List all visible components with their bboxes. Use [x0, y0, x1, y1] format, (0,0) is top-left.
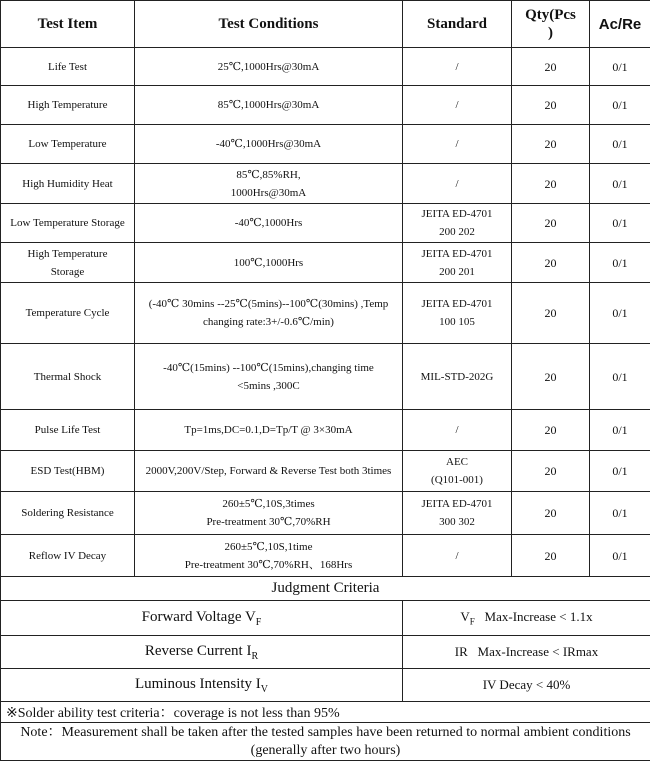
acre-cell: 0/1 — [590, 451, 650, 492]
judgment-criteria-luminous-intensity: IV Decay < 40% — [403, 669, 650, 702]
note-row — [1, 723, 650, 761]
test-item-cell-line: High Temperature — [27, 99, 108, 111]
acre-cell: 0/1 — [590, 243, 650, 283]
standard-cell-line: 200 201 — [439, 265, 475, 278]
test-row — [1, 410, 650, 451]
acre-cell: 0/1 — [590, 48, 650, 86]
judgment-row — [1, 669, 650, 702]
test-item-cell — [1, 164, 135, 204]
standard-cell — [403, 204, 512, 243]
acre-cell: 0/1 — [590, 283, 650, 344]
test-row — [1, 344, 650, 410]
qty-cell: 20 — [512, 344, 590, 410]
test-item-cell-line: Low Temperature — [28, 138, 107, 150]
standard-cell — [403, 344, 512, 410]
test-item-cell-line: Storage — [50, 265, 85, 278]
test-item-cell — [1, 535, 135, 577]
standard-cell-line: JEITA ED-4701 — [421, 247, 493, 260]
standard-cell-line: / — [455, 177, 459, 190]
standard-cell-line: 300 302 — [439, 516, 475, 528]
header-acre: Ac/Re — [590, 1, 650, 48]
standard-cell-line: (Q101-001) — [431, 474, 483, 486]
test-item-cell — [1, 492, 135, 535]
test-item-cell — [1, 283, 135, 344]
test-item-cell-line: Temperature Cycle — [25, 307, 110, 319]
qty-cell: 20 — [512, 410, 590, 451]
test-item-cell — [1, 204, 135, 243]
standard-cell — [403, 48, 512, 86]
standard-cell-line: / — [455, 549, 459, 562]
header-standard: Standard — [403, 1, 512, 48]
acre-cell: 0/1 — [590, 125, 650, 164]
test-conditions-cell — [135, 410, 403, 451]
header-qty-line1: Qty(Pcs — [525, 7, 576, 23]
standard-cell — [403, 492, 512, 535]
judgment-title: Judgment Criteria — [1, 577, 650, 601]
header-qty — [512, 1, 590, 48]
test-item-cell — [1, 451, 135, 492]
qty-cell: 20 — [512, 204, 590, 243]
test-row — [1, 283, 650, 344]
test-item-cell-line: Soldering Resistance — [21, 507, 114, 519]
test-conditions-cell-line: 260±5℃,10S,1time — [224, 540, 313, 553]
test-conditions-cell — [135, 204, 403, 243]
header-test-conditions: Test Conditions — [135, 1, 403, 48]
judgment-criteria-forward-voltage: $V_F$ Max-Increase < 1.1x — [403, 601, 650, 636]
test-conditions-cell-line: -40℃(15mins) --100℃(15mins),changing time — [163, 361, 374, 374]
test-conditions-cell-line: (-40℃ 30mins --25℃(5mins)--100℃(30mins) ,Temp — [148, 298, 389, 310]
standard-cell-line: 200 202 — [439, 226, 475, 238]
acre-cell: 0/1 — [590, 492, 650, 535]
test-conditions-cell — [135, 243, 403, 283]
standard-cell-line: AEC — [446, 456, 468, 468]
test-conditions-cell — [135, 344, 403, 410]
qty-cell: 20 — [512, 535, 590, 577]
standard-cell — [403, 283, 512, 344]
qty-cell: 20 — [512, 492, 590, 535]
test-row — [1, 164, 650, 204]
standard-cell-line: JEITA ED-4701 — [421, 298, 493, 310]
test-item-cell-line: Pulse Life Test — [34, 424, 101, 436]
test-item-cell-line: ESD Test(HBM) — [30, 465, 105, 477]
qty-cell: 20 — [512, 86, 590, 125]
test-row — [1, 125, 650, 164]
judgment-row — [1, 636, 650, 669]
test-conditions-cell-line: 85℃,85%RH, — [236, 168, 301, 181]
standard-cell — [403, 451, 512, 492]
test-item-cell-line: High Humidity Heat — [22, 177, 113, 190]
test-row — [1, 451, 650, 492]
test-row — [1, 492, 650, 535]
qty-cell: 20 — [512, 164, 590, 204]
test-row — [1, 48, 650, 86]
test-conditions-cell-line: 260±5℃,10S,3times — [222, 498, 315, 510]
qty-cell: 20 — [512, 283, 590, 344]
test-item-cell-line: Life Test — [47, 60, 88, 73]
test-item-cell — [1, 243, 135, 283]
test-row — [1, 86, 650, 125]
standard-cell-line: / — [455, 424, 459, 436]
test-conditions-cell — [135, 86, 403, 125]
standard-cell-line: / — [455, 99, 459, 111]
test-conditions-cell-line: 85℃,1000Hrs@30mA — [217, 99, 320, 111]
test-conditions-cell — [135, 283, 403, 344]
test-conditions-cell-line: Tp=1ms,DC=0.1,D=Tp/T @ 3×30mA — [184, 424, 353, 436]
test-item-cell — [1, 48, 135, 86]
judgment-title-row — [1, 577, 650, 601]
acre-cell: 0/1 — [590, 410, 650, 451]
test-conditions-cell — [135, 492, 403, 535]
test-item-cell-line: Reflow IV Decay — [28, 549, 107, 562]
standard-cell — [403, 535, 512, 577]
acre-cell: 0/1 — [590, 535, 650, 577]
standard-cell — [403, 410, 512, 451]
test-row — [1, 243, 650, 283]
test-conditions-cell — [135, 164, 403, 204]
test-conditions-cell — [135, 48, 403, 86]
acre-cell: 0/1 — [590, 204, 650, 243]
standard-cell-line: JEITA ED-4701 — [421, 208, 493, 220]
judgment-param-reverse-current: Reverse Current $I_R$ — [1, 636, 403, 669]
standard-cell-line: JEITA ED-4701 — [421, 498, 493, 510]
test-item-cell — [1, 410, 135, 451]
footnote-text: ※Solder ability test criteria：coverage is not less than 95% — [1, 702, 650, 723]
standard-cell — [403, 86, 512, 125]
test-conditions-cell-line: Pre-treatment 30℃,70%RH — [206, 516, 331, 528]
test-conditions-cell — [135, 535, 403, 577]
acre-cell: 0/1 — [590, 164, 650, 204]
test-conditions-cell-line: 25℃,1000Hrs@30mA — [217, 60, 320, 73]
standard-cell — [403, 243, 512, 283]
standard-cell — [403, 164, 512, 204]
header-row — [1, 1, 650, 48]
test-conditions-cell-line: 1000Hrs@30mA — [230, 186, 307, 199]
judgment-param-luminous-intensity: Luminous Intensity $I_V$ — [1, 669, 403, 702]
test-item-cell — [1, 344, 135, 410]
test-conditions-cell-line: <5mins ,300C — [237, 379, 300, 392]
qty-cell: 20 — [512, 243, 590, 283]
test-row — [1, 204, 650, 243]
qty-cell: 20 — [512, 451, 590, 492]
test-rows — [1, 48, 650, 577]
acre-cell: 0/1 — [590, 344, 650, 410]
test-conditions-cell-line: 2000V,200V/Step, Forward & Reverse Test both 3times — [145, 465, 392, 477]
standard-cell-line: MIL-STD-202G — [420, 370, 494, 383]
standard-cell — [403, 125, 512, 164]
acre-cell: 0/1 — [590, 86, 650, 125]
header-qty-line2: ) — [548, 25, 553, 41]
standard-cell-line: 100 105 — [439, 316, 475, 328]
qty-cell: 20 — [512, 48, 590, 86]
header-test-item: Test Item — [1, 1, 135, 48]
test-item-cell-line: Low Temperature Storage — [10, 217, 125, 229]
test-item-cell — [1, 125, 135, 164]
footnote-row — [1, 702, 650, 723]
test-item-cell-line: High Temperature — [27, 247, 108, 260]
test-conditions-cell-line: 100℃,1000Hrs — [233, 256, 304, 269]
test-item-cell-line: Thermal Shock — [33, 370, 102, 383]
standard-cell-line: / — [455, 138, 459, 150]
test-conditions-cell — [135, 451, 403, 492]
qty-cell: 20 — [512, 125, 590, 164]
judgment-param-forward-voltage: Forward Voltage $V_F$ — [1, 601, 403, 636]
test-conditions-cell-line: -40℃,1000Hrs — [234, 217, 303, 229]
test-row — [1, 535, 650, 577]
judgment-criteria-reverse-current: IR Max-Increase < IRmax — [403, 636, 650, 669]
test-conditions-cell-line: changing rate:3+/-0.6℃/min) — [203, 316, 334, 328]
test-item-cell — [1, 86, 135, 125]
standard-cell-line: / — [455, 60, 459, 73]
test-conditions-cell-line: -40℃,1000Hrs@30mA — [215, 138, 322, 150]
test-conditions-cell-line: Pre-treatment 30℃,70%RH、168Hrs — [184, 558, 353, 571]
note-text: Note：Measurement shall be taken after the tested samples have been returned to normal ambient conditions (generally after two hours) — [1, 723, 650, 761]
test-conditions-cell — [135, 125, 403, 164]
judgment-row — [1, 601, 650, 636]
